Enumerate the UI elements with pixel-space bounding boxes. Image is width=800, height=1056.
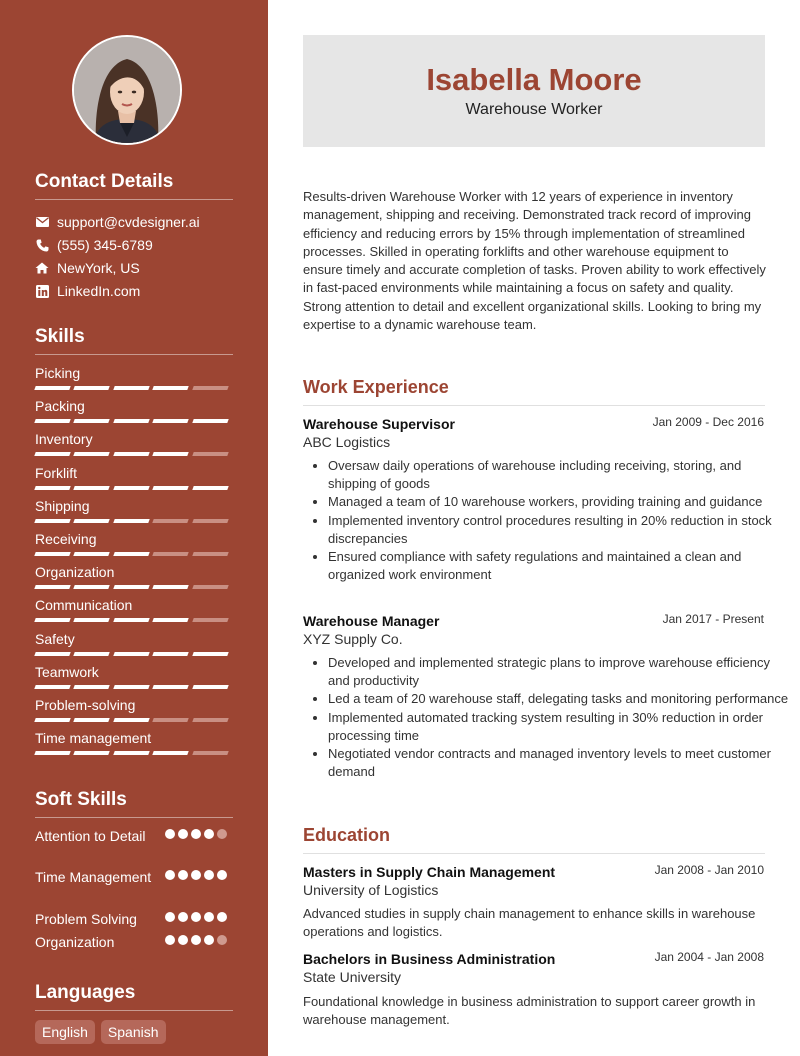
skill-level-segment	[74, 618, 111, 622]
rating-dot	[204, 912, 214, 922]
envelope-icon	[35, 215, 49, 229]
skill-level-segment	[74, 718, 111, 722]
rating-dot	[191, 912, 201, 922]
skill-level-bar	[35, 618, 232, 622]
skill-level-segment	[34, 652, 71, 656]
skill-item	[35, 498, 232, 523]
skill-level-segment	[152, 386, 189, 390]
list-item: • Managed a team of 10 warehouse workers, providing training and guidance	[328, 493, 790, 511]
soft-skill-label: Time Management	[35, 869, 152, 885]
skill-level-segment	[113, 519, 150, 523]
job-bullets-1	[303, 457, 790, 584]
language-tag: English	[35, 1020, 95, 1044]
edu-dates-1: Jan 2008 - Jan 2010	[654, 863, 764, 877]
skill-level-bar	[35, 685, 232, 689]
skill-item	[35, 697, 232, 722]
skill-level-segment	[74, 486, 111, 490]
skill-level-segment	[192, 419, 229, 423]
contact-email[interactable]	[35, 212, 200, 232]
skill-level-segment	[34, 486, 71, 490]
skill-item	[35, 564, 232, 589]
skill-level-segment	[192, 486, 229, 490]
skill-label: Problem-solving	[35, 697, 136, 713]
skill-level-segment	[34, 618, 71, 622]
rating-dot	[165, 870, 175, 880]
rating-dot	[217, 829, 227, 839]
job-dates-1: Jan 2009 - Dec 2016	[652, 415, 764, 429]
rating-dot	[165, 935, 175, 945]
job-bullets-2	[303, 654, 790, 781]
skill-level-segment	[192, 386, 229, 390]
skill-level-segment	[113, 652, 150, 656]
list-item: • Implemented automated tracking system resulting in 30% reduction in order processing time	[328, 709, 790, 745]
soft-skill-rating	[165, 870, 230, 880]
skill-level-segment	[113, 552, 150, 556]
skill-item	[35, 730, 232, 755]
skill-level-segment	[192, 751, 229, 755]
skill-level-bar	[35, 585, 232, 589]
skill-level-bar	[35, 419, 232, 423]
skill-level-segment	[152, 552, 189, 556]
skill-level-bar	[35, 718, 232, 722]
languages-heading: Languages	[35, 982, 233, 1011]
skill-level-segment	[192, 652, 229, 656]
skill-level-segment	[74, 419, 111, 423]
list-item: • Led a team of 20 warehouse staff, delegating tasks and monitoring performance	[328, 690, 790, 708]
skill-level-segment	[152, 718, 189, 722]
skills-heading: Skills	[35, 326, 233, 355]
contact-linkedin-text: LinkedIn.com	[57, 283, 141, 299]
skill-level-segment	[34, 718, 71, 722]
skill-level-segment	[113, 486, 150, 490]
list-item: • Negotiated vendor contracts and managed inventory levels to meet customer demand	[328, 745, 790, 781]
contact-location	[35, 258, 140, 278]
sidebar	[0, 0, 268, 1056]
skill-level-segment	[152, 452, 189, 456]
skill-level-segment	[74, 552, 111, 556]
skill-level-segment	[34, 751, 71, 755]
contact-location-text: NewYork, US	[57, 260, 140, 276]
skill-level-segment	[34, 386, 71, 390]
job-dates-2: Jan 2017 - Present	[662, 612, 764, 626]
skill-label: Picking	[35, 365, 81, 381]
contact-email-text: support@cvdesigner.ai	[57, 214, 200, 230]
skill-level-segment	[152, 618, 189, 622]
skill-level-segment	[192, 685, 229, 689]
job-title: Warehouse Worker	[465, 101, 603, 118]
rating-dot	[217, 912, 227, 922]
skill-label: Time management	[35, 730, 152, 746]
skill-level-segment	[34, 552, 71, 556]
skill-level-segment	[113, 685, 150, 689]
contact-phone[interactable]	[35, 235, 153, 255]
soft-skill-item	[35, 827, 235, 845]
list-item: • Implemented inventory control procedures resulting in 20% reduction in stock discrepancies	[328, 512, 790, 548]
skill-item	[35, 465, 232, 490]
skill-level-segment	[192, 519, 229, 523]
skill-item	[35, 631, 232, 656]
skill-level-segment	[113, 718, 150, 722]
skill-level-segment	[74, 452, 111, 456]
header	[303, 35, 765, 147]
skill-level-bar	[35, 386, 232, 390]
skill-label: Teamwork	[35, 664, 99, 680]
skill-level-segment	[152, 585, 189, 589]
linkedin-icon	[35, 284, 49, 298]
contact-heading: Contact Details	[35, 171, 233, 200]
rating-dot	[204, 935, 214, 945]
list-item: • Ensured compliance with safety regulations and maintained a clean and organized work environment	[328, 548, 790, 584]
skill-level-bar	[35, 452, 232, 456]
list-item: • Oversaw daily operations of warehouse including receiving, storing, and shipping of goods	[328, 457, 790, 493]
job-title-2: Warehouse Manager	[303, 613, 440, 629]
contact-linkedin[interactable]	[35, 281, 140, 301]
skill-label: Inventory	[35, 431, 93, 447]
skill-level-segment	[113, 585, 150, 589]
skill-level-segment	[152, 519, 189, 523]
skill-item	[35, 597, 232, 622]
rating-dot	[178, 829, 188, 839]
skill-label: Organization	[35, 564, 115, 580]
rating-dot	[178, 912, 188, 922]
skill-label: Forklift	[35, 465, 77, 481]
list-item: • Developed and implemented strategic plans to improve warehouse efficiency and productivity	[328, 654, 790, 690]
job-title-1: Warehouse Supervisor	[303, 416, 455, 432]
skill-level-segment	[192, 452, 229, 456]
skill-level-segment	[152, 652, 189, 656]
skill-level-segment	[74, 386, 111, 390]
skill-item	[35, 365, 232, 390]
edu-description-1: Advanced studies in supply chain management to enhance skills in warehouse operations and logistics.	[303, 906, 756, 940]
skill-level-segment	[34, 419, 71, 423]
skill-level-segment	[192, 718, 229, 722]
skill-level-segment	[74, 585, 111, 589]
skill-level-segment	[34, 585, 71, 589]
home-icon	[35, 261, 49, 275]
language-tag: Spanish	[101, 1020, 166, 1044]
rating-dot	[217, 935, 227, 945]
skill-label: Communication	[35, 597, 133, 613]
profile-photo	[74, 37, 180, 143]
skill-level-segment	[113, 452, 150, 456]
edu-description-2: Foundational knowledge in business administration to support career growth in warehouse management.	[303, 994, 756, 1028]
skill-level-segment	[152, 486, 189, 490]
skill-level-bar	[35, 652, 232, 656]
skill-level-bar	[35, 552, 232, 556]
soft-skill-item	[35, 868, 235, 886]
avatar	[72, 35, 182, 145]
rating-dot	[178, 935, 188, 945]
soft-skill-label: Problem Solving	[35, 911, 137, 927]
languages-list	[35, 1020, 172, 1044]
rating-dot	[165, 829, 175, 839]
skill-level-segment	[113, 419, 150, 423]
skill-level-bar	[35, 519, 232, 523]
skill-item	[35, 531, 232, 556]
edu-school-2: State University	[303, 969, 402, 985]
rating-dot	[165, 912, 175, 922]
skill-level-segment	[192, 552, 229, 556]
job-company-2: XYZ Supply Co.	[303, 631, 403, 647]
skill-label: Shipping	[35, 498, 90, 514]
skill-level-segment	[113, 386, 150, 390]
skill-level-segment	[152, 685, 189, 689]
soft-skill-label: Attention to Detail	[35, 828, 146, 844]
skill-level-segment	[152, 419, 189, 423]
rating-dot	[191, 935, 201, 945]
soft-skill-rating	[165, 912, 230, 922]
skill-level-segment	[74, 685, 111, 689]
skill-item	[35, 398, 232, 423]
skill-item	[35, 664, 232, 689]
skill-level-bar	[35, 486, 232, 490]
skill-item	[35, 431, 232, 456]
skill-label: Packing	[35, 398, 85, 414]
rating-dot	[204, 829, 214, 839]
skill-level-segment	[192, 585, 229, 589]
skill-label: Safety	[35, 631, 75, 647]
contact-phone-text: (555) 345-6789	[57, 237, 153, 253]
skill-level-segment	[34, 452, 71, 456]
rating-dot	[217, 870, 227, 880]
skill-level-segment	[34, 685, 71, 689]
job-company-1: ABC Logistics	[303, 434, 391, 450]
rating-dot	[204, 870, 214, 880]
soft-skill-item	[35, 910, 235, 928]
skill-level-segment	[192, 618, 229, 622]
rating-dot	[191, 870, 201, 880]
skill-level-segment	[113, 618, 150, 622]
skill-level-segment	[74, 652, 111, 656]
experience-heading: Work Experience	[303, 377, 765, 406]
rating-dot	[191, 829, 201, 839]
skill-label: Receiving	[35, 531, 97, 547]
skill-level-segment	[113, 751, 150, 755]
skill-level-segment	[152, 751, 189, 755]
skill-level-segment	[74, 751, 111, 755]
edu-degree-2: Bachelors in Business Administration	[303, 951, 556, 967]
main-content	[268, 0, 800, 1056]
soft-skills-heading: Soft Skills	[35, 789, 233, 818]
candidate-name: Isabella Moore	[426, 62, 642, 97]
summary: Results-driven Warehouse Worker with 12 years of experience in inventory management, shipping and receiving. Demonstrated track record of improving efficiency and reducing errors by 15% through implementation of streamlined processes. Skilled in operating forklifts and other warehouse equipment to ensure timely and accurate completion of tasks. Proven ability to work effectively in fast-paced environments while maintaining a focus on safety and quality. Strong attention to detail and excellent organizational skills. Looking to bring my expertise to a dynamic warehouse team.	[303, 189, 766, 333]
phone-icon	[35, 238, 49, 252]
soft-skill-label: Organization	[35, 934, 115, 950]
soft-skill-rating	[165, 935, 230, 945]
rating-dot	[178, 870, 188, 880]
education-heading: Education	[303, 825, 765, 854]
edu-dates-2: Jan 2004 - Jan 2008	[654, 950, 764, 964]
soft-skill-rating	[165, 829, 230, 839]
edu-school-1: University of Logistics	[303, 882, 439, 898]
skill-level-bar	[35, 751, 232, 755]
skill-level-segment	[74, 519, 111, 523]
edu-degree-1: Masters in Supply Chain Management	[303, 864, 556, 880]
skill-level-segment	[34, 519, 71, 523]
soft-skill-item	[35, 933, 235, 951]
